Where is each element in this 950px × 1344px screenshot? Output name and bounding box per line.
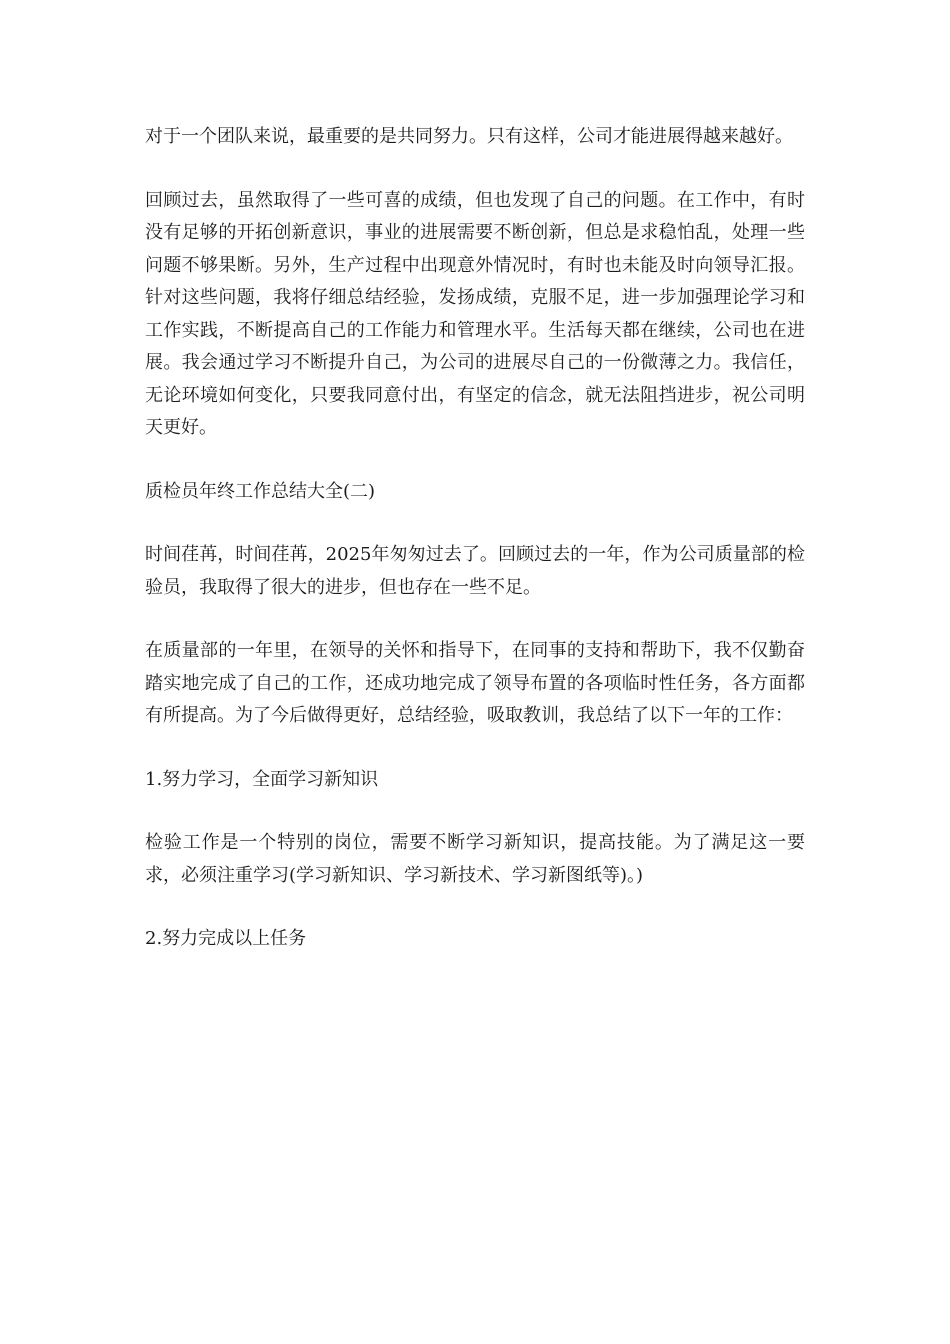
paragraph-team-effort: 对于一个团队来说，最重要的是共同努力。只有这样，公司才能进展得越来越好。 (145, 126, 793, 147)
list-heading-1: 1.努力学习，全面学习新知识 (145, 768, 379, 790)
list-heading-2: 2.努力完成以上任务 (145, 928, 307, 949)
paragraph-year-passed: 时间荏苒，时间荏苒，2025年匆匆过去了。回顾过去的一年，作为公司质量部的检验员，我取得了很大的进步，但也存在一些不足。 (145, 544, 805, 598)
paragraph-quality-dept: 在质量部的一年里，在领导的关怀和指导下，在同事的支持和帮助下，我不仅勤奋踏实地完成了自己的工作，还成功地完成了领导布置的各项临时性任务，各方面都有所提高。为了今后做得更好，总结经验，吸取教训，我总结了以下一年的工作： (145, 640, 805, 726)
document-page (145, 121, 805, 987)
paragraph-review: 回顾过去，虽然取得了一些可喜的成绩，但也发现了自己的问题。在工作中，有时没有足够的开拓创新意识，事业的进展需要不断创新，但总是求稳怕乱，处理一些问题不够果断。另外，生产过程中出现意外情况时，有时也未能及时向领导汇报。针对这些问题，我将仔细总结经验，发扬成绩，克服不足，进一步加强理论学习和工作实践，不断提高自己的工作能力和管理水平。生活每天都在继续，公司也在进展。我会通过学习不断提升自己，为公司的进展尽自己的一份微薄之力。我信任，无论环境如何变化，只要我同意付出，有坚定的信念，就无法阻挡进步，祝公司明天更好。 (145, 189, 805, 438)
paragraph-study: 检验工作是一个特别的岗位，需要不断学习新知识，提高技能。为了满足这一要求，必须注重学习(学习新知识、学习新技术、学习新图纸等)。) (145, 832, 805, 886)
section-heading: 质检员年终工作总结大全(二) (145, 480, 376, 502)
